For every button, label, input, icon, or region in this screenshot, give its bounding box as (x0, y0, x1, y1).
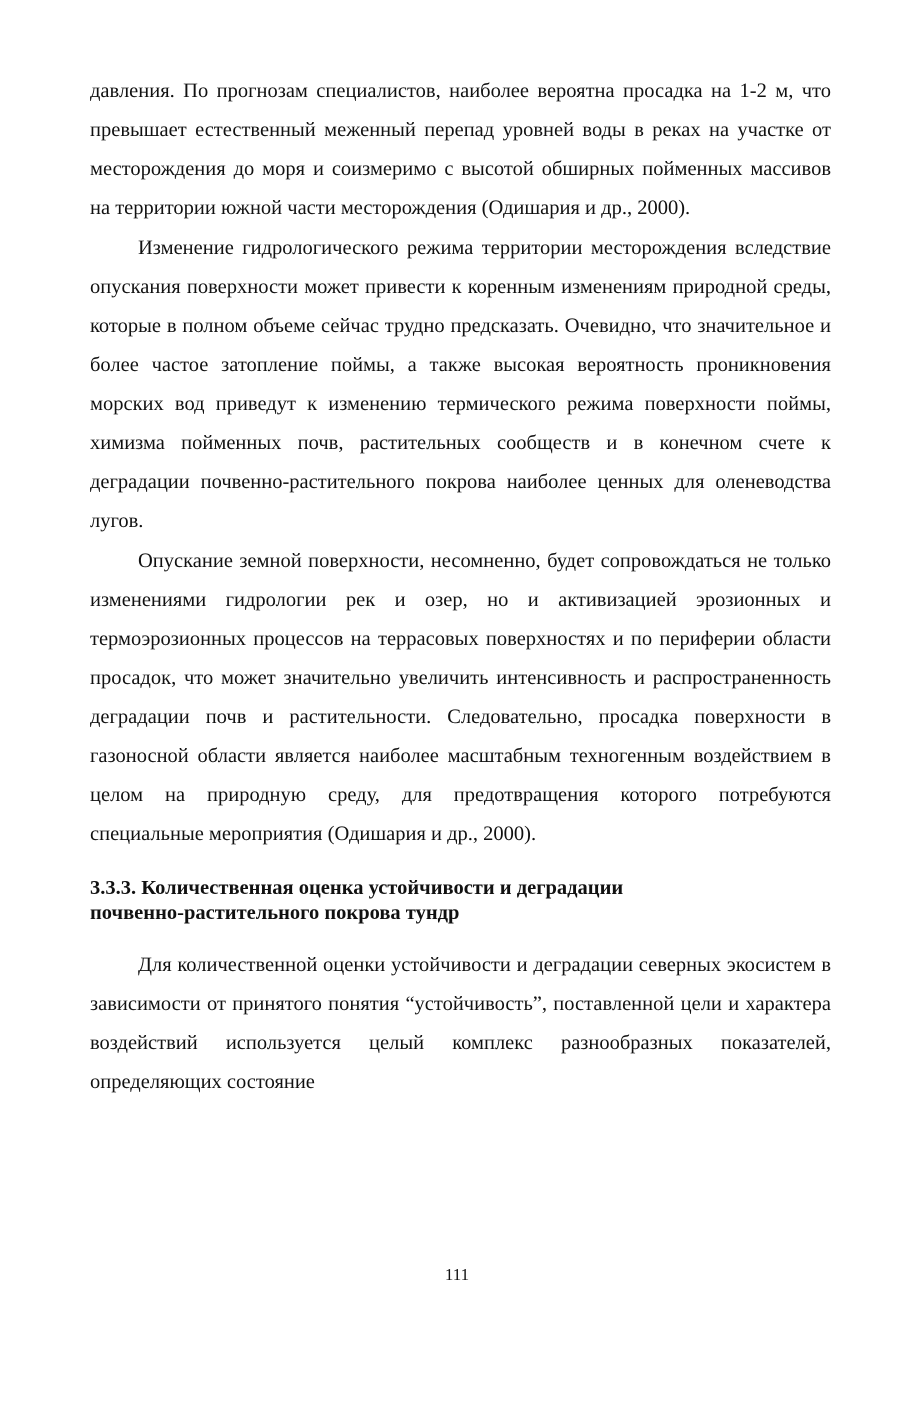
section-heading (90, 876, 831, 926)
page-number: 111 (444, 1265, 470, 1284)
paragraph-subsidence: Опускание земной поверхности, несомненно, будет сопровождаться не только изменениями гидрологии рек и озер, но и активизацией эрозионных и термоэрозионных процессов на террасовых поверхностях и по периферии области просадок, что может значительно увеличить интенсивность и распространенность деградации почв и растительности. Следовательно, просадка поверхности в газоносной области является наиболее масштабным техногенным воздействием в целом на природную среду, для предотвращения которого потребуются специальные мероприятия (Одишария и др., 2000). (90, 550, 831, 845)
paragraph-continuation: давления. По прогнозам специалистов, наиболее вероятна просадка на 1-2 м, что превышает естественный меженный перепад уровней воды в реках на участке от месторождения до моря и соизмеримо с высотой обширных пойменных массивов на территории южной части месторождения (Одишария и др., 2000). (90, 80, 831, 219)
document-page (90, 72, 831, 1102)
paragraph-assessment: Для количественной оценки устойчивости и деградации северных экосистем в зависимости от принятого понятия “устойчивость”, поставленной цели и характера воздействий используется целый комплекс разнообразных показателей, определяющих состояние (90, 954, 831, 1093)
section-heading-line-2: почвенно-растительного покрова тундр (90, 902, 460, 924)
section-heading-line-1: 3.3.3. Количественная оценка устойчивости и деградации (90, 877, 624, 899)
paragraph-hydrology: Изменение гидрологического режима территории месторождения вследствие опускания поверхности может привести к коренным изменениям природной среды, которые в полном объеме сейчас трудно предсказать. Очевидно, что значительное и более частое затопление поймы, а также высокая вероятность проникновения морских вод приведут к изменению термического режима поверхности поймы, химизма пойменных почв, растительных сообществ и в конечном счете к деградации почвенно-растительного покрова наиболее ценных для оленеводства лугов. (90, 237, 831, 532)
